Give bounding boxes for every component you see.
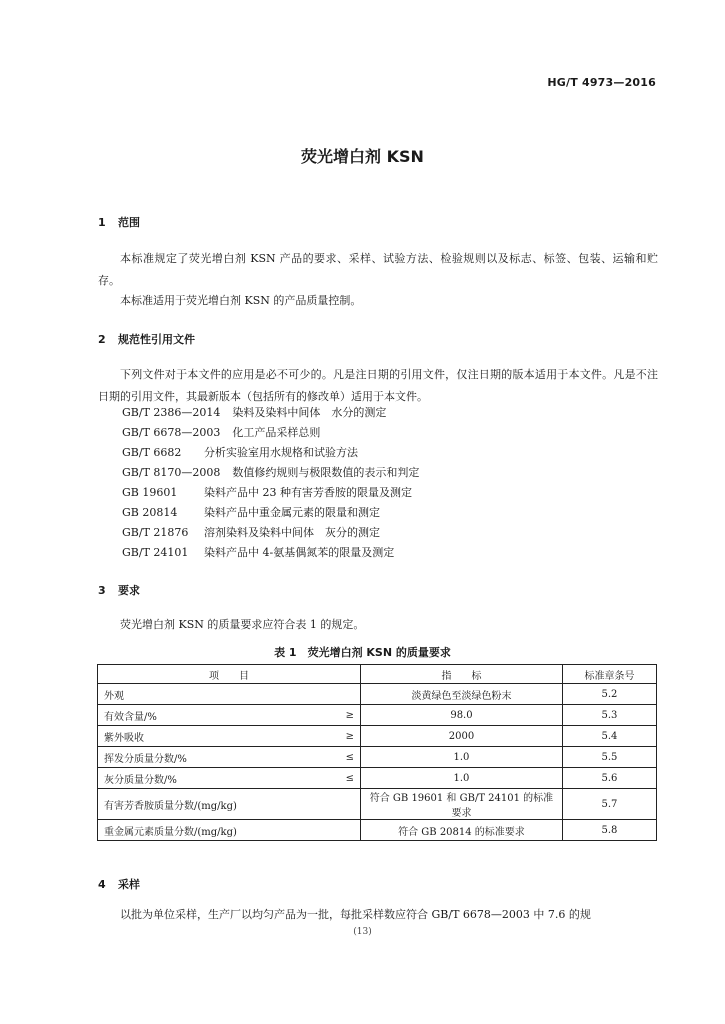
table-row [98, 747, 657, 768]
row-item: 有害芳香胺质量分数/(mg/kg) [98, 789, 331, 820]
reference-title: 溶剂染料及染料中间体 灰分的测定 [204, 526, 380, 539]
row-clause: 5.6 [562, 768, 656, 789]
row-operator: ≤ [330, 747, 360, 768]
reference-title: 染料及染料中间体 水分的测定 [232, 406, 387, 419]
row-operator: ≥ [330, 705, 360, 726]
section-heading-requirements [98, 582, 140, 598]
references-intro: 下列文件对于本文件的应用是必不可少的。凡是注日期的引用文件，仅注日期的版本适用于本文件。凡是不注日期的引用文件，其最新版本（包括所有的修改单）适用于本文件。 [98, 368, 658, 403]
row-indicator: 98.0 [361, 705, 563, 726]
table-row [98, 705, 657, 726]
reference-code: GB/T 24101 [122, 546, 189, 559]
row-item: 灰分质量分数/% [98, 768, 331, 789]
row-indicator: 1.0 [361, 768, 563, 789]
row-indicator: 符合 GB 20814 的标准要求 [361, 820, 563, 841]
reference-title: 染料产品中 23 种有害芳香胺的限量及测定 [204, 486, 412, 499]
row-operator: ≤ [330, 768, 360, 789]
section-heading-scope [98, 214, 140, 230]
document-title: 荧光增白剂 KSN [301, 147, 424, 166]
row-clause: 5.8 [562, 820, 656, 841]
row-operator [330, 820, 360, 841]
reference-item [122, 463, 419, 483]
reference-item [122, 423, 320, 443]
reference-item [122, 443, 358, 463]
row-indicator: 淡黄绿色至淡绿色粉末 [361, 684, 563, 705]
section-number: 3 [98, 584, 106, 597]
reference-title: 染料产品中重金属元素的限量和测定 [204, 506, 380, 519]
section-number: 1 [98, 216, 106, 229]
row-operator [330, 789, 360, 820]
row-indicator: 1.0 [361, 747, 563, 768]
table-row [98, 789, 657, 820]
requirements-text: 荧光增白剂 KSN 的质量要求应符合表 1 的规定。 [120, 618, 365, 631]
section-title: 采样 [118, 878, 140, 891]
row-clause: 5.5 [562, 747, 656, 768]
reference-title: 数值修约规则与极限数值的表示和判定 [232, 466, 420, 479]
reference-code: GB/T 21876 [122, 526, 189, 539]
row-operator: ≥ [330, 726, 360, 747]
standard-code: HG/T 4973—2016 [547, 76, 656, 89]
reference-item [122, 483, 412, 503]
header-clause: 标准章条号 [562, 665, 656, 684]
page-number: (13) [353, 927, 372, 937]
reference-code: GB/T 6678—2003 [122, 426, 221, 439]
reference-item [122, 523, 380, 543]
reference-item [122, 403, 386, 423]
row-item: 有效含量/% [98, 705, 331, 726]
reference-title: 化工产品采样总则 [232, 426, 321, 439]
row-item: 重金属元素质量分数/(mg/kg) [98, 820, 331, 841]
section-number: 2 [98, 333, 106, 346]
table-row [98, 820, 657, 841]
reference-code: GB/T 2386—2014 [122, 406, 221, 419]
reference-item [122, 543, 394, 563]
reference-item [122, 503, 380, 523]
row-clause: 5.4 [562, 726, 656, 747]
reference-code: GB/T 6682 [122, 446, 182, 459]
reference-title: 分析实验室用水规格和试验方法 [204, 446, 358, 459]
sampling-text: 以批为单位采样，生产厂以均匀产品为一批，每批采样数应符合 GB/T 6678—2003 中 7.6 的规 [120, 908, 591, 921]
row-indicator: 2000 [361, 726, 563, 747]
quality-requirements-table [97, 664, 657, 841]
section-title: 要求 [118, 584, 140, 597]
table-row [98, 768, 657, 789]
section-heading-sampling [98, 876, 140, 892]
table-header-row [98, 665, 657, 684]
header-indicator: 指 标 [361, 665, 563, 684]
row-clause: 5.2 [562, 684, 656, 705]
section-heading-references [98, 331, 195, 347]
row-indicator: 符合 GB 19601 和 GB/T 24101 的标准要求 [361, 789, 563, 820]
table-row [98, 726, 657, 747]
row-item: 挥发分质量分数/% [98, 747, 331, 768]
scope-paragraph-2: 本标准适用于荧光增白剂 KSN 的产品质量控制。 [120, 294, 362, 307]
reference-code: GB 19601 [122, 486, 178, 499]
row-item: 外观 [98, 684, 331, 705]
header-item: 项 目 [98, 665, 361, 684]
row-clause: 5.3 [562, 705, 656, 726]
row-operator [330, 684, 360, 705]
row-item: 紫外吸收 [98, 726, 331, 747]
section-number: 4 [98, 878, 106, 891]
row-clause: 5.7 [562, 789, 656, 820]
reference-title: 染料产品中 4-氨基偶氮苯的限量及测定 [204, 546, 395, 559]
reference-code: GB 20814 [122, 506, 178, 519]
section-title: 范围 [118, 216, 140, 229]
section-title: 规范性引用文件 [118, 333, 195, 346]
scope-paragraph-1: 本标准规定了荧光增白剂 KSN 产品的要求、采样、试验方法、检验规则以及标志、标签、包装、运输和贮存。 [98, 252, 658, 287]
reference-code: GB/T 8170—2008 [122, 466, 221, 479]
table-caption: 表 1 荧光增白剂 KSN 的质量要求 [274, 646, 451, 659]
table-row [98, 684, 657, 705]
